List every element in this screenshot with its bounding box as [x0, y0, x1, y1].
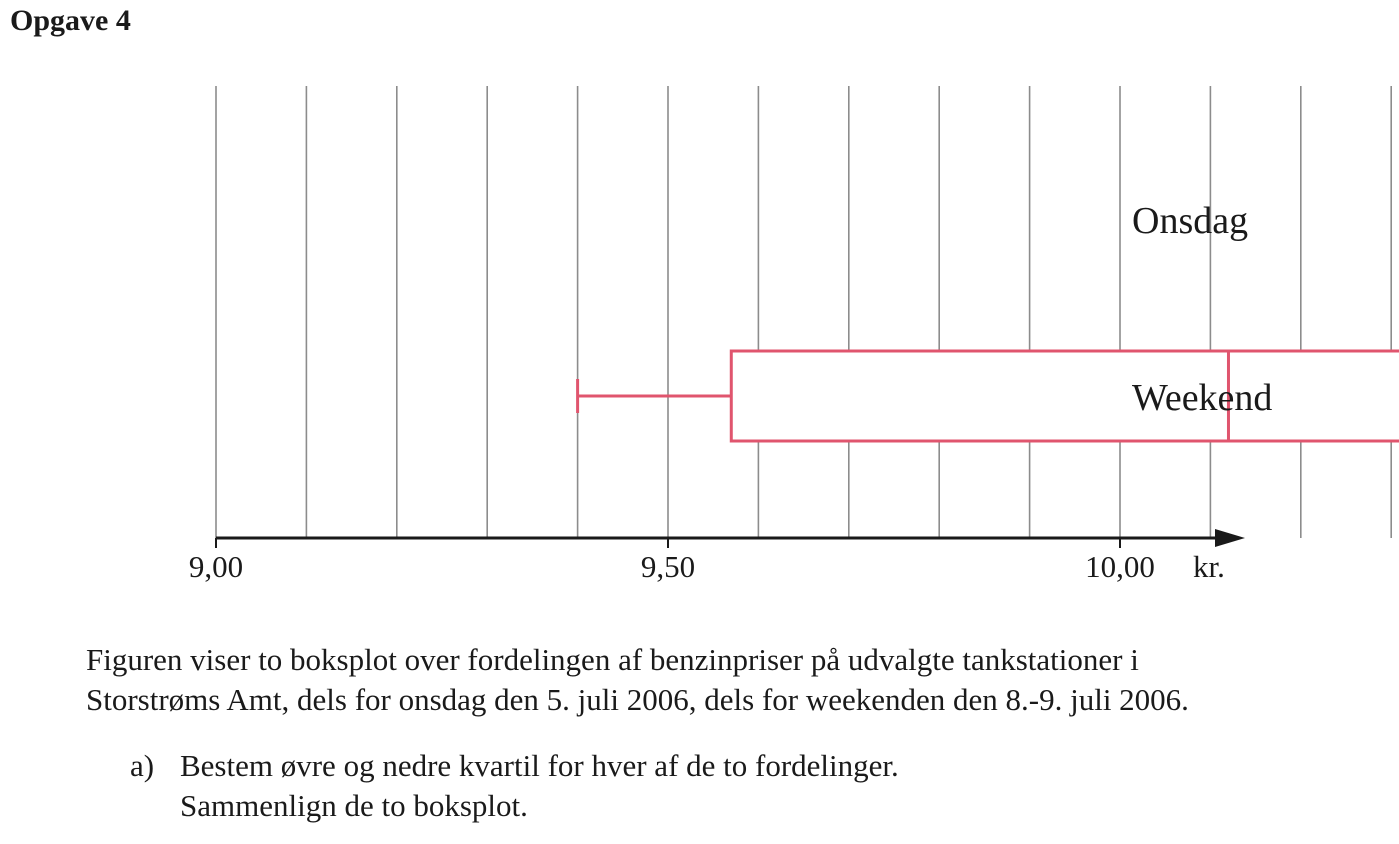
- question-line-1: Bestem øvre og nedre kvartil for hver af de to fordelinger.: [180, 748, 899, 783]
- x-unit-label: kr.: [1193, 549, 1225, 584]
- question-line-2: Sammenlign de to boksplot.: [180, 788, 528, 823]
- box-weekend-iqr-box: [731, 351, 1399, 441]
- description-line-1: Figuren viser to boksplot over fordelingen af benzinpriser på udvalgte tankstationer i: [86, 642, 1139, 677]
- x-axis-arrow: [1215, 529, 1245, 547]
- question-text: [180, 746, 899, 826]
- x-tick-label: 9,50: [640, 549, 696, 584]
- x-tick-label: 9,00: [188, 549, 244, 584]
- x-tick-label: 10,00: [1085, 549, 1155, 584]
- series-label-weekend: Weekend: [1132, 377, 1273, 419]
- description-line-2: Storstrøms Amt, dels for onsdag den 5. juli 2006, dels for weekenden den 8.-9. juli 2006.: [86, 682, 1189, 717]
- question-label: a): [130, 748, 155, 783]
- exercise-heading: Opgave 4: [10, 4, 131, 37]
- description-paragraph: [86, 640, 1391, 720]
- series-label-onsdag: Onsdag: [1132, 200, 1249, 242]
